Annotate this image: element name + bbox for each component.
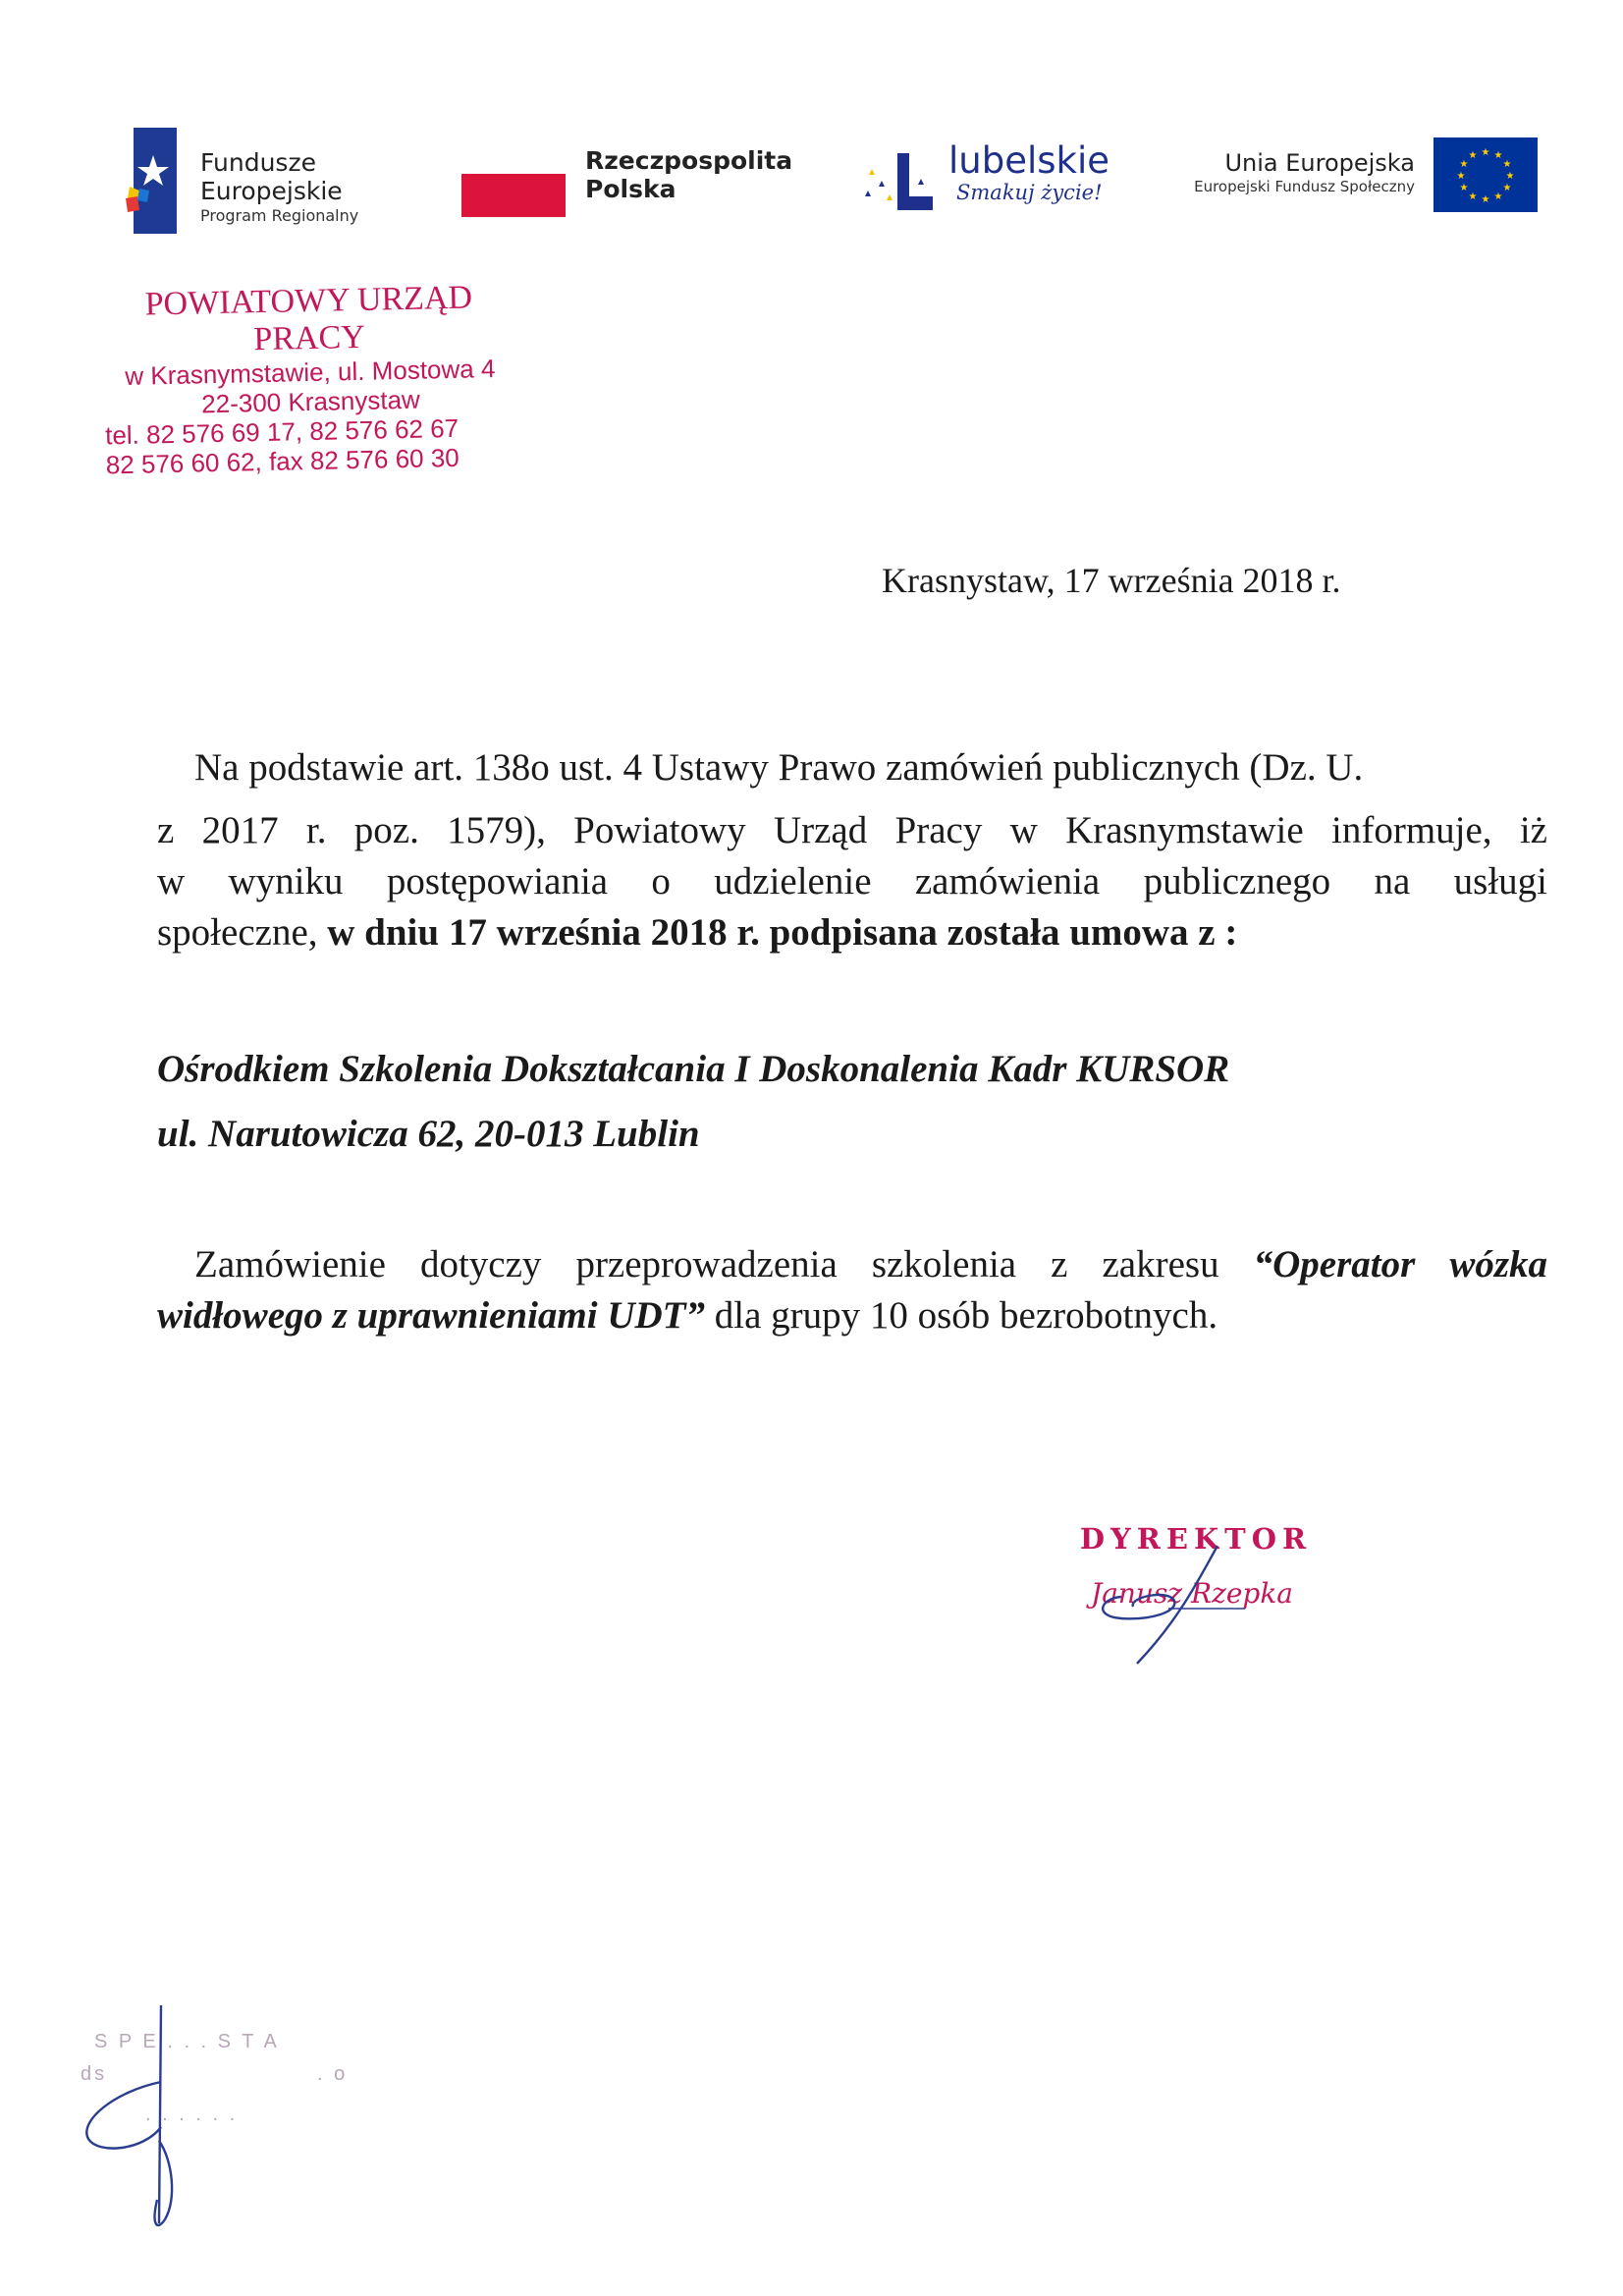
office-stamp xyxy=(94,278,526,479)
unia-line2: Europejski Fundusz Społeczny xyxy=(1194,178,1415,195)
main-paragraph xyxy=(157,742,1547,958)
svg-text:★: ★ xyxy=(1493,150,1503,161)
unia-line1: Unia Europejska xyxy=(1224,149,1415,177)
svg-text:★: ★ xyxy=(1481,194,1490,205)
paragraph-line-4-normal: społeczne, xyxy=(157,911,318,954)
initials-signature-icon xyxy=(75,2003,192,2239)
director-title: DYREKTOR xyxy=(1079,1522,1313,1556)
stamp-address-line: w Krasnymstawie, ul. Mostowa 4 xyxy=(125,354,496,391)
letter-date: Krasnystaw, 17 września 2018 r. xyxy=(882,561,1341,600)
fundusze-line3: Program Regionalny xyxy=(200,206,359,225)
svg-text:★: ★ xyxy=(1481,147,1490,158)
specialist-stamp-line1: S P E . . . S T A xyxy=(94,2031,280,2052)
fundusze-line1: Fundusze xyxy=(200,148,316,177)
paragraph-line-3: w wyniku postępowiania o udzielenie zamówienia publicznego na usługi xyxy=(157,860,1547,902)
svg-text:★: ★ xyxy=(1468,191,1478,202)
svg-text:★: ★ xyxy=(1505,171,1515,182)
stamp-phone-line: tel. 82 576 69 17, 82 576 62 67 xyxy=(104,412,460,451)
stamp-fax-line: 82 576 60 62, fax 82 576 60 30 xyxy=(105,442,460,480)
paragraph-line-1: Na podstawie art. 138o ust. 4 Ustawy Prawo zamówień publicznych (Dz. U. xyxy=(194,746,1364,789)
contractor-name: Ośrodkiem Szkolenia Dokształcania I Doskonalenia Kadr KURSOR xyxy=(157,1048,1230,1090)
fundusze-line2: Europejskie xyxy=(200,177,343,205)
paragraph-line-4 xyxy=(157,907,1547,958)
specialist-stamp-line3: . . . . . . xyxy=(145,2104,239,2125)
stamp-city-line: 22-300 Krasnystaw xyxy=(200,384,421,419)
order-training-name: “Operator wózka widłowego z uprawnieniami UDT” xyxy=(157,1243,1548,1337)
svg-text:★: ★ xyxy=(1456,171,1466,182)
paragraph-line-2: z 2017 r. poz. 1579), Powiatowy Urząd Pracy w Krasnymstawie informuje, iż xyxy=(157,809,1547,851)
order-text-a: Zamówienie dotyczy przeprowadzenia szkolenia z zakresu xyxy=(194,1243,1219,1285)
lubelskie-tagline: Smakuj życie! xyxy=(956,181,1103,204)
svg-text:★: ★ xyxy=(1502,159,1512,170)
order-paragraph xyxy=(157,1239,1547,1341)
svg-text:★: ★ xyxy=(1493,191,1503,202)
fundusze-europejskie-logo-icon xyxy=(126,128,181,234)
lubelskie-name: lubelskie xyxy=(948,139,1110,182)
svg-text:★: ★ xyxy=(1459,183,1469,193)
lubelskie-logo-icon xyxy=(864,149,939,214)
handwritten-signature-icon xyxy=(1060,1542,1276,1669)
svg-text:★: ★ xyxy=(1502,183,1512,193)
specialist-stamp-line2: ds . o xyxy=(81,2063,349,2085)
director-name: Janusz Rzepka xyxy=(1091,1577,1293,1610)
svg-text:★: ★ xyxy=(1459,159,1469,170)
rzeczpospolita-line2: Polska xyxy=(585,175,676,203)
svg-text:★: ★ xyxy=(1468,150,1478,161)
polish-flag-icon xyxy=(461,174,566,217)
stamp-office-name: POWIATOWY URZĄD PRACY xyxy=(144,279,473,358)
eu-flag-icon xyxy=(1434,137,1538,212)
contractor-block xyxy=(157,1037,1551,1167)
order-text-c: dla grupy 10 osób bezrobotnych. xyxy=(714,1294,1218,1337)
paragraph-line-4-bold: w dniu 17 września 2018 r. podpisana została umowa z : xyxy=(327,911,1238,954)
contractor-address: ul. Narutowicza 62, 20-013 Lublin xyxy=(157,1113,700,1155)
rzeczpospolita-line1: Rzeczpospolita xyxy=(585,146,793,175)
